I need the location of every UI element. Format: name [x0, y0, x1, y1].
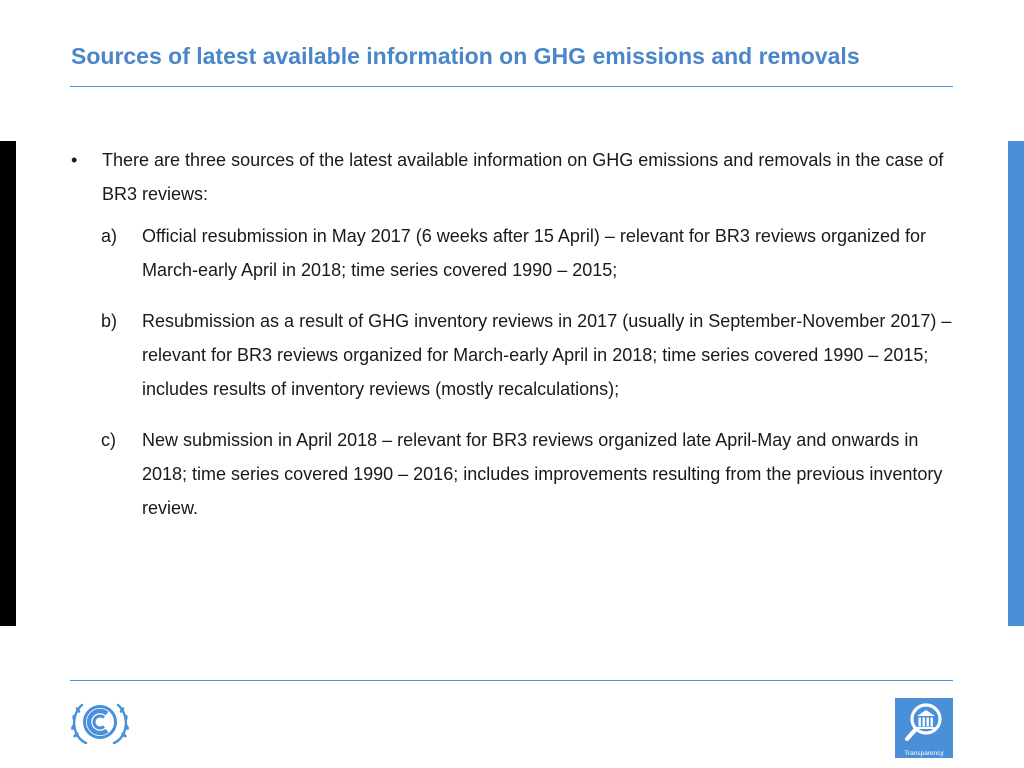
right-edge-bar	[1008, 141, 1024, 626]
footer-divider	[70, 680, 953, 681]
list-item	[71, 304, 961, 406]
intro-text: There are three sources of the latest available information on GHG emissions and removals in the case of BR3 reviews:	[102, 150, 944, 204]
list-item-text: New submission in April 2018 – relevant for BR3 reviews organized late April-May and onwards in 2018; time series covered 1990 – 2016; includes improvements resulting from the previous inventory review.	[142, 430, 943, 518]
title-divider	[70, 86, 953, 87]
unfccc-emblem-icon	[66, 697, 134, 749]
bullet-icon: •	[71, 150, 78, 170]
list-item-marker: b)	[101, 311, 118, 331]
intro-bullet	[71, 143, 961, 211]
transparency-magnifier-icon	[902, 700, 946, 744]
list-item-marker: c)	[101, 430, 116, 450]
slide-content	[71, 143, 961, 542]
list-item-text: Official resubmission in May 2017 (6 weeks after 15 April) – relevant for BR3 reviews organized for March-early April in 2018; time series covered 1990 – 2015;	[142, 226, 927, 280]
left-edge-bar	[0, 141, 16, 626]
page-title: Sources of latest available information on GHG emissions and removals	[71, 43, 860, 69]
sources-list	[71, 219, 961, 525]
transparency-logo	[895, 698, 953, 758]
list-item-text: Resubmission as a result of GHG inventory reviews in 2017 (usually in September-November 2017) – relevant for BR3 reviews organized for March-early April in 2018; time series covered 1990 – 2015; includes results of inventory reviews (mostly recalculations);	[142, 311, 952, 399]
list-item-marker: a)	[101, 226, 118, 246]
list-item	[71, 219, 961, 287]
transparency-label: Transparency	[904, 750, 944, 757]
list-item	[71, 423, 961, 525]
